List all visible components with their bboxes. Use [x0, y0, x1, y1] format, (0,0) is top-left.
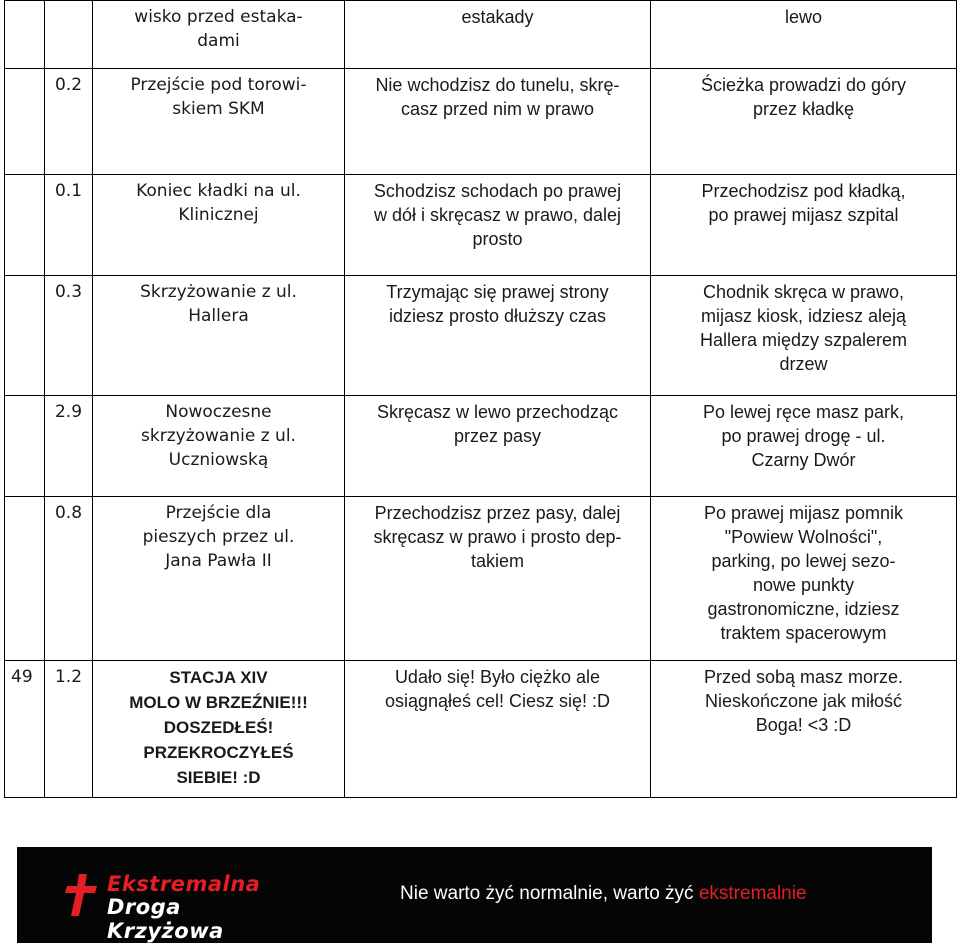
place-cell: Przejście dla pieszych przez ul. Jana Pawła II	[93, 497, 345, 661]
station-number-cell	[5, 1, 45, 69]
place-cell: STACJA XIV MOLO W BRZEŹNIE!!! DOSZEDŁEŚ! PRZEKROCZYŁEŚ SIEBIE! :D	[93, 661, 345, 798]
footer-banner	[17, 847, 932, 943]
direction-cell: Skręcasz w lewo przechodząc przez pasy	[345, 396, 651, 497]
table-row	[5, 276, 957, 396]
cross-logo-icon	[65, 874, 99, 916]
table-row	[5, 175, 957, 276]
place-cell: wisko przed estaka- dami	[93, 1, 345, 69]
place-cell: Koniec kładki na ul. Klinicznej	[93, 175, 345, 276]
logo	[65, 872, 305, 943]
distance-cell: 0.8	[45, 497, 93, 661]
slogan-accent: ekstremalnie	[698, 883, 807, 904]
distance-cell	[45, 1, 93, 69]
landmark-cell: Po lewej ręce masz park, po prawej drogę - ul. Czarny Dwór	[651, 396, 957, 497]
direction-cell: Nie wchodzisz do tunelu, skrę- casz przed nim w prawo	[345, 69, 651, 175]
table-row	[5, 69, 957, 175]
table-row	[5, 396, 957, 497]
landmark-cell: Przed sobą masz morze. Nieskończone jak miłość Boga! <3 :D	[651, 661, 957, 798]
station-number-cell	[5, 497, 45, 661]
slogan	[400, 883, 807, 905]
logo-text-line1: Ekstremalna	[107, 872, 261, 896]
distance-cell: 2.9	[45, 396, 93, 497]
station-number-cell	[5, 175, 45, 276]
logo-text-line2: Droga Krzyżowa	[107, 895, 224, 943]
landmark-cell: Chodnik skręca w prawo, mijasz kiosk, idziesz aleją Hallera między szpalerem drzew	[651, 276, 957, 396]
landmark-cell: Ścieżka prowadzi do góry przez kładkę	[651, 69, 957, 175]
distance-cell: 0.3	[45, 276, 93, 396]
table-row	[5, 497, 957, 661]
distance-cell: 0.1	[45, 175, 93, 276]
table-row	[5, 661, 957, 798]
place-cell: Nowoczesne skrzyżowanie z ul. Uczniowską	[93, 396, 345, 497]
station-number-cell: 49	[5, 661, 45, 798]
landmark-cell: Po prawej mijasz pomnik "Powiew Wolności", parking, po lewej sezo- nowe punkty gastronomiczne, idziesz traktem spacerowym	[651, 497, 957, 661]
slogan-main: Nie warto żyć normalnie, warto żyć	[400, 883, 699, 904]
landmark-cell: Przechodzisz pod kładką, po prawej mijasz szpital	[651, 175, 957, 276]
direction-cell: Schodzisz schodach po prawej w dół i skręcasz w prawo, dalej prosto	[345, 175, 651, 276]
direction-cell: Przechodzisz przez pasy, dalej skręcasz w prawo i prosto dep- takiem	[345, 497, 651, 661]
place-cell: Skrzyżowanie z ul. Hallera	[93, 276, 345, 396]
route-table-body	[5, 1, 957, 798]
station-number-cell	[5, 69, 45, 175]
direction-cell: Udało się! Było ciężko ale osiągnąłeś cel! Ciesz się! :D	[345, 661, 651, 798]
distance-cell: 1.2	[45, 661, 93, 798]
direction-cell: Trzymając się prawej strony idziesz prosto dłuższy czas	[345, 276, 651, 396]
place-cell: Przejście pod torowi- skiem SKM	[93, 69, 345, 175]
station-number-cell	[5, 276, 45, 396]
distance-cell: 0.2	[45, 69, 93, 175]
direction-cell: estakady	[345, 1, 651, 69]
station-number-cell	[5, 396, 45, 497]
table-row	[5, 1, 957, 69]
landmark-cell: lewo	[651, 1, 957, 69]
route-table	[4, 0, 957, 798]
